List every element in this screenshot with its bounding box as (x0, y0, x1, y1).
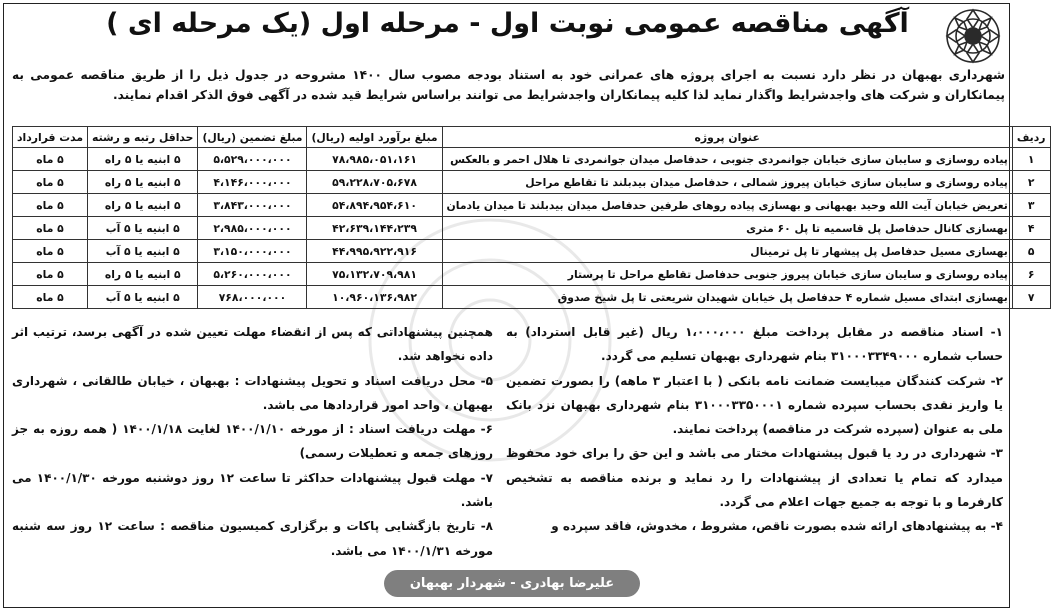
municipality-logo-icon (943, 6, 1003, 66)
project-title: بهسازی کانال حدفاصل پل قاسمیه تا پل ۶۰ متری (442, 217, 1012, 240)
table-row (13, 286, 1051, 309)
header-estimate: مبلغ برآورد اولیه (ریال) (307, 127, 442, 148)
guarantee-amount: ۲،۹۸۵،۰۰۰،۰۰۰ (198, 217, 307, 240)
table-row (13, 171, 1051, 194)
estimate-amount: ۵۴،۸۹۴،۹۵۴،۶۱۰ (307, 194, 442, 217)
table-row (13, 240, 1051, 263)
project-title: بهسازی مسیل حدفاصل پل پیشهار تا پل ترمینال (442, 240, 1012, 263)
condition-3: ۳- شهرداری در رد یا قبول پیشنهادات مختار می باشد و این حق را برای خود محفوظ میدارد که تمام یا تعدادی از پیشنهادات را رد نماید و برنده مناقصه به تشخیص کارفرما و با توجه به جمیع جهات اعلام می گردد. (506, 446, 1003, 510)
grade: ۵ ابنیه یا ۵ آب (88, 240, 198, 263)
duration: ۵ ماه (13, 240, 88, 263)
table-row (13, 148, 1051, 171)
table-row (13, 194, 1051, 217)
guarantee-amount: ۳،۸۴۳،۰۰۰،۰۰۰ (198, 194, 307, 217)
row-number: ۷ (1012, 286, 1050, 309)
estimate-amount: ۴۴،۹۹۵،۹۲۲،۹۱۶ (307, 240, 442, 263)
project-title: پیاده روسازی و سایبان سازی خیابان پیروز شمالی ، حدفاصل میدان بیدبلند تا تقاطع مراحل (442, 171, 1012, 194)
estimate-amount: ۷۸،۹۸۵،۰۵۱،۱۶۱ (307, 148, 442, 171)
condition-6: ۶- مهلت دریافت اسناد : از مورخه ۱۴۰۰/۱/۱۰ لغایت ۱۴۰۰/۱/۱۸ ( همه روزه به جز روزهای جمعه و تعطیلات رسمی) (12, 422, 493, 461)
guarantee-amount: ۳،۱۵۰،۰۰۰،۰۰۰ (198, 240, 307, 263)
row-number: ۵ (1012, 240, 1050, 263)
conditions-column-left (12, 320, 493, 563)
estimate-amount: ۱۰،۹۶۰،۱۳۶،۹۸۲ (307, 286, 442, 309)
grade: ۵ ابنیه یا ۵ راه (88, 171, 198, 194)
intro-paragraph: شهرداری بهبهان در نظر دارد نسبت به اجرای پروژه های عمرانی خود به استناد بودجه مصوب سال ۱۴۰۰ مشروحه در جدول ذیل را از طریق مناقصه عمومی به پیمانکاران و شرکت های واجدشرایط واگذار نماید لذا کلیه پیمانکاران واجدشرایط می توانند براساس شرایط قید شده در آگهی فوق الذکر اقدام نمایند. (12, 68, 1005, 102)
header-duration: مدت قرارداد (13, 127, 88, 148)
project-title: بهسازی ابتدای مسیل شماره ۴ حدفاصل پل خیابان شهیدان شریعتی تا پل شیخ صدوق (442, 286, 1012, 309)
duration: ۵ ماه (13, 217, 88, 240)
table-row (13, 263, 1051, 286)
grade: ۵ ابنیه یا ۵ راه (88, 263, 198, 286)
guarantee-amount: ۵،۵۲۹،۰۰۰،۰۰۰ (198, 148, 307, 171)
row-number: ۳ (1012, 194, 1050, 217)
condition-4-continued: همچنین پیشنهاداتی که پس از انقضاء مهلت تعیین شده در آگهی برسد، ترتیب اثر داده نخواهد شد. (12, 325, 493, 364)
table-header-row (13, 127, 1051, 148)
project-title: تعریض خیابان آیت الله وحید بهبهانی و بهسازی پیاده روهای طرفین حدفاصل میدان بیدبلند تا میدان یادمان (442, 194, 1012, 217)
page-title: آگهی مناقصه عمومی نوبت اول - مرحله اول (یک مرحله ای ) (106, 8, 909, 39)
row-number: ۶ (1012, 263, 1050, 286)
project-title: پیاده روسازی و سایبان سازی خیابان جوانمردی جنوبی ، حدفاصل میدان جوانمردی تا هلال احمر و بالعکس (442, 148, 1012, 171)
table-row (13, 217, 1051, 240)
header-guarantee: مبلغ تضمین (ریال) (198, 127, 307, 148)
duration: ۵ ماه (13, 148, 88, 171)
duration: ۵ ماه (13, 171, 88, 194)
grade: ۵ ابنیه یا ۵ راه (88, 148, 198, 171)
header-project: عنوان پروژه (442, 127, 1012, 148)
estimate-amount: ۴۲،۶۳۹،۱۴۴،۲۳۹ (307, 217, 442, 240)
duration: ۵ ماه (13, 263, 88, 286)
guarantee-amount: ۴،۱۴۶،۰۰۰،۰۰۰ (198, 171, 307, 194)
duration: ۵ ماه (13, 286, 88, 309)
condition-2: ۲- شرکت کنندگان میبایست ضمانت نامه بانکی ( با اعتبار ۳ ماهه) را بصورت تضمین یا واریز نقدی بحساب سپرده شماره ۳۱۰۰۰۳۳۵۰۰۰۱ بنام شهرداری بهبهان نزد بانک ملی به عنوان (سپرده شرکت در مناقصه) پرداخت نمایند. (506, 373, 1004, 437)
grade: ۵ ابنیه یا ۵ آب (88, 286, 198, 309)
condition-4: ۴- به پیشنهادهای ارائه شده بصورت ناقص، مشروط ، مخدوش، فاقد سپرده و (551, 519, 1003, 534)
project-title: پیاده روسازی و سایبان سازی خیابان پیروز جنوبی حدفاصل تقاطع مراحل تا پرستار (442, 263, 1012, 286)
row-number: ۲ (1012, 171, 1050, 194)
header-grade: حداقل رتبه و رشته (88, 127, 198, 148)
duration: ۵ ماه (13, 194, 88, 217)
signature-badge: علیرضا بهادری - شهردار بهبهان (384, 570, 640, 597)
projects-table (12, 126, 1051, 309)
conditions-column-right (506, 320, 1003, 539)
guarantee-amount: ۵،۲۶۰،۰۰۰،۰۰۰ (198, 263, 307, 286)
header-row-number: ردیف (1012, 127, 1050, 148)
condition-1: ۱- اسناد مناقصه در مقابل پرداخت مبلغ ۱،۰۰۰،۰۰۰ ریال (غیر قابل استرداد) به حساب شماره ۳۱۰۰۰۳۳۴۹۰۰۰ بنام شهرداری بهبهان تسلیم می گردد. (506, 325, 1003, 364)
estimate-amount: ۷۵،۱۳۲،۷۰۹،۹۸۱ (307, 263, 442, 286)
condition-7: ۷- مهلت قبول پیشنهادات حداکثر تا ساعت ۱۲ روز دوشنبه مورخه ۱۴۰۰/۱/۳۰ می باشد. (12, 470, 493, 510)
condition-5: ۵- محل دریافت اسناد و تحویل پیشنهادات : بهبهان ، خیابان طالقانی ، شهرداری بهبهان ، واحد امور قراردادها می باشد. (12, 373, 493, 412)
grade: ۵ ابنیه یا ۵ راه (88, 194, 198, 217)
grade: ۵ ابنیه یا ۵ آب (88, 217, 198, 240)
row-number: ۱ (1012, 148, 1050, 171)
row-number: ۴ (1012, 217, 1050, 240)
guarantee-amount: ۷۶۸،۰۰۰،۰۰۰ (198, 286, 307, 309)
condition-8: ۸- تاریخ بازگشایی پاکات و برگزاری کمیسیون مناقصه : ساعت ۱۲ روز سه شنبه مورخه ۱۴۰۰/۱/۳۱ می باشد. (12, 519, 493, 558)
estimate-amount: ۵۹،۲۲۸،۷۰۵،۶۷۸ (307, 171, 442, 194)
